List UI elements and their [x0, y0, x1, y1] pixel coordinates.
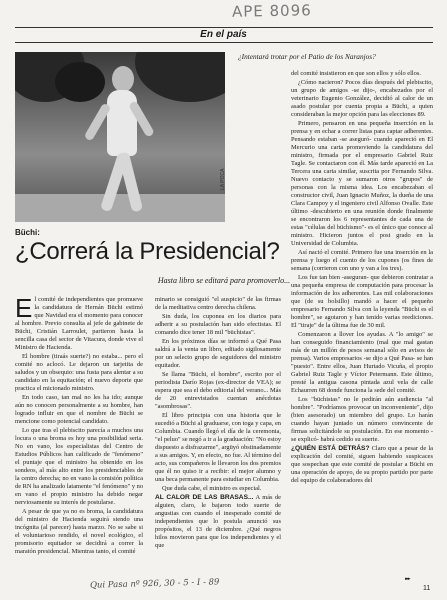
runner-body [107, 90, 137, 156]
col1-paragraph: El comité de independientes que promueve la candidatura de Hernán Büchi estimó que Navidad era el momento para conocer al hombre. Previo consulta al jefe de gabinete de Büchi, Cristián Larroulet, partieron hasta la sencilla casa del sector de Vitacura, donde vive el Ministro de Hacienda. [15, 293, 143, 351]
col3-paragraph: Comenzaron a llover los ayudas. A "lo amigo" se han conseguido financiamiento (mal que mal gastan más de un millón de pesos semanal sólo en avisos de prensa). Varios empresarios -se dijo a Qué Pasa- se han "puesto". Entre ellos, Juan Hurtado Vicuña, el propio Gabriel Ruiz Tagle y Víctor Petermann. Este último, presté la antigua casona pintada azul vela de calle Echaurren 68 donde funciona la sede del comité. [291, 331, 433, 394]
col3-paragraph: Así nació el comité. Primero fue una inserción en la prensa y luego el cuento de los cupones (os fines de semana (corrieron con uno y van a los tres). [291, 249, 433, 272]
col3-paragraph: ¿QUIÉN ESTÁ DETRÁS? Claro que a pesar de la explicación del comité, siguen habiendo suspicaces que sospechan que este comité de postular a Büchi en una operación de apoyo, de su propio partido por parte del equipo de colaboradores del [291, 445, 433, 484]
col3-paragraph: ¿Cómo nacieron? Pocos días después del plebiscito, un grupo de amigos -se dijo-, encabezados por el veterinario Eugenio González, decidió al calor de un asado postular por cuenta propia a Büchi, a quien consideraban la mejor opción para las elecciones 89. [291, 79, 433, 118]
handwritten-citation: Qui Pasa nº 926, 30 - 5 - I - 89 [89, 577, 220, 591]
drop-cap: E [15, 293, 33, 323]
col2-paragraph: Que duda cabe, el ministro es especial. [162, 485, 262, 492]
col2-paragraph: Se llama "Büchi, el hombre", escrito por el periodista Darío Rojas (ex-director de VEA); se espera que sea el debo editorial del verano... Más de 20 entrevistados cuentan anécdotas "asombrosas". [155, 371, 281, 410]
kicker-text: ¿Intentará trotar por el Patio de los Naranjos? [238, 52, 376, 61]
col3-paragraph: del comité insistieron en que son ellos y sólo ellos. [291, 70, 421, 77]
col1-paragraph: El hombre (tiraás suerte?) no estaba... pero el comité no aclocó. Le dejaron un tarjetita de saludos y un obsequio: una fusta para alentar a su candidato en la equitación; el nuevo deporte que practica el micionado ministro. [15, 353, 143, 392]
runner-head [112, 66, 134, 92]
article-column-1 [15, 293, 144, 557]
col2-paragraph: Sin duda, los cuponea en los diarios para adherir a su postulación han sido efectistas. El comando dice tener 18 mil "büchistas". [155, 313, 281, 336]
col2-paragraph: AL CALOR DE LAS BRASAS... A más de alguien, claro, le bajaron todo suerte de angustias con cuando el inesperado comité de independientes que lo postula anunció sus propósitos, el 13 de diciembre. ¿Qué negros hilos movieron para que los independientes y el que [155, 494, 281, 549]
section-subhead: ¿QUIÉN ESTÁ DETRÁS? [291, 445, 370, 452]
col3-paragraph: Los fue tan bien -aseguran- que debieron contratar a una pequeña empresa de computación para procesar la información de los adherentes. Las mil colaboraciones que (de su bolsillo) mandó a hacer el pequeño empresario Fernando Silva con la leyenda "Büchi es el hombre", se agotaron y han tenido varias reediciones. El "tiraje" de la última fue de 30 mil. [291, 274, 433, 329]
continued-marker: ▸▸▸ [405, 576, 410, 582]
col1-paragraph: Lo que tras el plebiscito parecía a muchos una locura o una broma es hoy una posibilidad seria. No en vano, los especialistas del Centro de Estudios Públicos han calificado de "fenómeno" el puntaje que el ministro ha obtenido en los sondeos, al más alto entre los presidenciables de la centro derecha; no en vano la comisión política de RN ha analizado latamente "el fenómeno" y no en vano el propio ministro ha debido negar nerviosamente su interés de postularse. [15, 427, 144, 506]
col1-paragraph: A pesar de que ya no es broma, la candidatura del ministro de Hacienda seguirá siendo una incógnita (al parecer) hasta marzo. No se sabe si el voluntarioso rendido, el novel ecológico, el promisorio equitador se decidirá a correr la maratón presidencial. Mientras tanto, el comité [15, 508, 143, 555]
subtitle: Hasta libro se editará para promoverlo... [157, 276, 291, 285]
photo-credit: LA POCA [220, 168, 226, 190]
col1-paragraph: En todo caso, tan mal no les ha ido; aunque aún no conocen personalmente a su hombre, han logrado influir en que el nombre de Büchi se mencione como potencial candidato. [15, 394, 143, 425]
article-column-3 [291, 70, 433, 486]
col2-paragraph: minario se consiguió "el auspicio" de las firmas de la meditativa centro derecha chilena. [155, 296, 281, 311]
article-column-2 [155, 296, 281, 551]
col2-paragraph: El libro principia con una historia que le sucedió a Büchi al graduarse, con toga y capa, en Columbia. Cuando llegó el día de la ceremonia, "el peluo" se negó a ir a la graduación: "No estoy dispuesto a disfrazarme", argüyó obstinadamente a sus amigos. Y, en efecto, no fue. Al término del acto, sus compañeros le llevaron los dos premios que él no quiso ir a recibir: el mejor alumno y una beca permanente para estudiar en Columbia. [155, 412, 282, 483]
runner-photo [15, 52, 225, 222]
col2-paragraph: En los próximos días se informó a Qué Pasa saldrá a la venta un libro, editado sigilosamente por un selecto grupo de seguidores del ministro equitador. [155, 338, 281, 369]
headline: ¿Correrá la Presidencial? [15, 238, 280, 265]
caption-name: Büchi: [15, 228, 40, 237]
section-label: En el país [0, 27, 447, 43]
col3-paragraph: Primero, pensaron en una pequeña inserción en la prensa y en echar a correr listas para captar adherentes. Pensando estaban -se aseguró- cuando apareció en El Mercurio una carta promoviendo la candidatura del ministro, firmada por el empresario Gabriel Ruiz Tagle. Se contactaron con él. Más tarde apareció en La Tercera una carta similar, suscrita por Fernando Silva. Nuevo contacto y se sumaron otros "grupos" de personas con la misma idea. Los encabezaban el constructor civil, Juan Ignacio Muñoz, la dueña de una Clara Campoy y el ingeniero civil Alfonso Ovalle. Este último -descubierto en una reunión donde finalmente se encontraron los 6 representantes de cada una de estas "células del büchismo"- es el único que conoce al ministro. Hicieron juntos el post grado en la Universidad de Columbia. [291, 120, 433, 247]
col3-paragraph: Los "büchistas" no le pedirán aún audiencia "al hombre". "Podríamos provocar un inconveniente", dijo (bien asesorado) un miembro del grupo. Lo harán cuando hayan juntado un número convincente de firmas solicitándole su postulación. En ese momento -se explicó- habrá cedido su suerte. [291, 396, 433, 443]
archive-stamp: APE 8096 [231, 1, 312, 21]
section-subhead: AL CALOR DE LAS BRASAS... [155, 494, 254, 501]
page-number: 11 [423, 585, 431, 592]
